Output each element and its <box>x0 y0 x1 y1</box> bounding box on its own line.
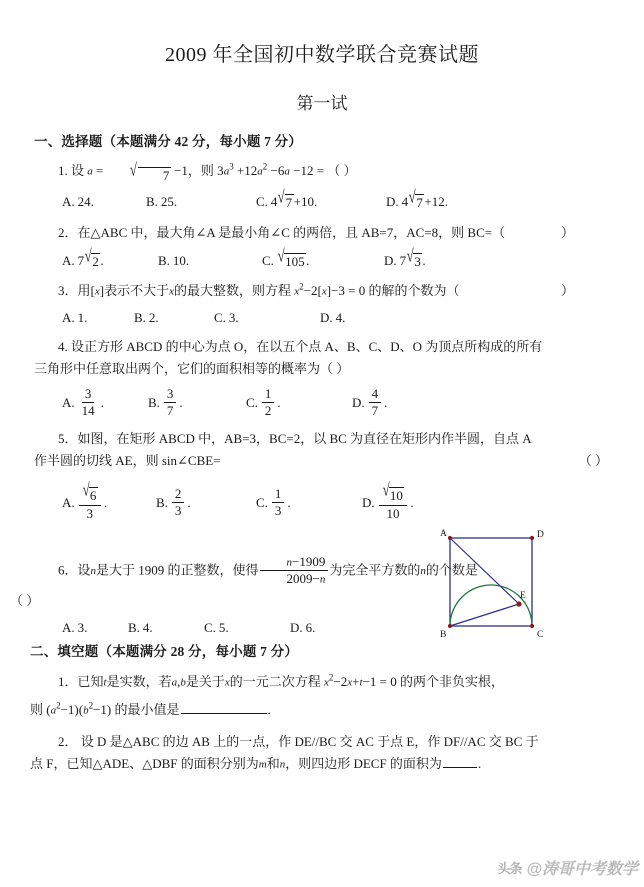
q1-option-c[interactable]: C. 4 √ 7 +10. <box>256 188 318 211</box>
f2-line2-a: 点 F，已知△ADE、△DBF 的面积分别为 <box>30 756 259 772</box>
point-b <box>448 624 452 628</box>
q6-option-d[interactable]: D. 6. <box>290 620 316 635</box>
q6-option-b[interactable]: B. 4. <box>128 620 153 635</box>
q1-var-a: a <box>87 165 93 178</box>
f1-line2-exp2: 2 <box>88 700 94 711</box>
q2-stem: 在△ABC 中，最大角∠A 是最小角∠C 的两倍，且 AB=7，AC=8，则 BC=（ <box>77 224 506 240</box>
q3-stem-b: ]表示不大于 <box>99 282 170 298</box>
fill-question-2 <box>34 732 644 752</box>
question-4 <box>34 337 644 357</box>
f2-line2-c: ，则四边形 DECF 的面积为 <box>285 756 442 772</box>
f1-var-b: b <box>180 676 186 689</box>
q3-var-x4: x <box>321 285 327 298</box>
document-page <box>0 38 644 887</box>
page-title: 2009 年全国初中数学联合竞赛试题 <box>165 44 479 66</box>
q2a-sqrt: √ 2 <box>84 247 99 269</box>
q5d-fraction: √ 10 10 <box>379 484 408 521</box>
question-5-options <box>62 481 644 522</box>
f1-stem-f: + <box>352 674 360 689</box>
page-subtitle: 第一试 <box>296 94 348 113</box>
f1-var-x2: x <box>324 676 329 689</box>
f1-var-t: t <box>103 676 107 689</box>
q4-option-b[interactable]: B. $\frac{3}{7}$ . <box>148 386 183 418</box>
point-c <box>530 624 534 628</box>
q4-option-a[interactable]: A. $\frac{3}{14}$ . <box>62 386 104 418</box>
q4-stem-line1: 设正方形 ABCD 的中心为点 O，在以五个点 A、B、C、D、O 为顶点所构成的所有 <box>71 339 543 355</box>
q3-option-d[interactable]: D. 4. <box>320 310 346 326</box>
f1-stem-b: 是实数，若 <box>106 674 172 689</box>
q2-option-b[interactable]: B. 10. <box>158 252 190 268</box>
q3-number: 3． <box>58 282 78 298</box>
q1-plus: +12 <box>236 163 258 178</box>
q1-option-a[interactable]: A. 24. <box>62 194 94 210</box>
point-a <box>448 536 452 540</box>
q1-after-rad: −1，则 3 <box>174 163 224 178</box>
question-5 <box>34 429 644 449</box>
q2-number: 2． <box>58 224 78 240</box>
line-be <box>450 604 519 626</box>
q6-var-n: n <box>90 564 97 577</box>
f2-var-m: m <box>258 758 267 771</box>
q1-stem-lead: 设 <box>71 163 85 178</box>
q1-var-a3: a <box>257 165 263 178</box>
q4c-fraction: $\frac{1}{2}$ <box>262 387 275 417</box>
f2-answer-blank[interactable] <box>443 756 477 768</box>
f1-var-x3: x <box>347 676 353 689</box>
q1-eq: = <box>96 163 104 178</box>
q3-stem-c: 的最大整数，则方程 <box>173 282 291 298</box>
q5-stem-end: （ ） <box>578 452 608 468</box>
q6-stem-c: 为完全平方数的 <box>329 562 421 578</box>
watermark-badge: 头条 <box>497 861 522 876</box>
q3-var-x1: x <box>94 285 100 298</box>
question-1 <box>34 161 644 184</box>
f1-line2-exp1: 2 <box>56 700 61 711</box>
q4b-fraction: $\frac{3}{7}$ <box>164 387 177 417</box>
f1-comma: , <box>177 674 181 689</box>
q1-sqrt-7: √ 7 <box>129 161 170 183</box>
question-5-line2 <box>34 451 644 471</box>
q6-option-c[interactable]: C. 5. <box>204 620 229 635</box>
q6-stem-d: 的个数是 <box>425 562 478 578</box>
f1-stem-e: −2 <box>333 674 348 689</box>
f2-number: 2． <box>58 734 78 750</box>
q5-stem-line1: 如图，在矩形 ABCD 中，AB=3，BC=2，以 BC 为直径在矩形内作半圆，自点 A <box>77 430 532 446</box>
q1-number: 1. <box>58 163 68 178</box>
q6-fraction: $\frac{n-1909}{2009-n}$ <box>260 555 329 586</box>
q6-stem-b: 是大于 1909 的正整数，使得 <box>96 562 259 578</box>
f1-line2-var-a: a <box>50 704 57 717</box>
q1-tail: −12 = （ ） <box>293 163 357 178</box>
watermark <box>497 856 638 879</box>
f1-stem-g: −1 = 0 的两个非负实根， <box>362 674 504 689</box>
q1-minus: −6 <box>270 163 285 178</box>
q3-var-x3: x <box>294 285 300 298</box>
fill-question-1 <box>34 672 644 692</box>
f1-var-x: x <box>224 676 230 689</box>
q3-option-a[interactable]: A. 1. <box>62 310 88 326</box>
q3-stem-d: −2[ <box>303 282 322 298</box>
f2-line2-tail: . <box>477 756 482 772</box>
f1-line2-tail: . <box>267 702 271 718</box>
q3-var-x2: x <box>169 285 174 298</box>
point-e <box>516 601 521 606</box>
point-d <box>530 536 534 540</box>
question-4-line2 <box>34 359 644 379</box>
q4-option-d[interactable]: D. $\frac{4}{7}$ . <box>352 386 388 418</box>
q6-var-n2: n <box>420 564 426 577</box>
label-d: D <box>537 530 544 540</box>
f2-stem-line1: 设 D 是△ABC 的边 AB 上的一点，作 DE//BC 交 AC 于点 E，作 DF//AC 交 BC 于 <box>80 734 539 750</box>
q6-stem-a: 设 <box>77 562 91 578</box>
q5-option-d[interactable]: D. √ 10 10 . <box>362 481 414 522</box>
question-4-options <box>62 388 644 418</box>
f1-stem-d: 的一元二次方程 <box>229 674 321 689</box>
f1-line2-a: 则 ( <box>30 702 51 718</box>
q3-exp: 2 <box>299 281 304 292</box>
f1-exp: 2 <box>328 672 334 683</box>
label-c: C <box>537 630 544 640</box>
q3-option-b[interactable]: B. 2. <box>134 310 159 326</box>
f1-line2-var-b: b <box>83 704 89 717</box>
question-3-options <box>62 310 644 326</box>
label-e: E <box>520 591 526 601</box>
f1-var-t2: t <box>359 676 363 689</box>
q3-stem-e: ]−3 = 0 的解的个数为（ <box>326 282 460 298</box>
q2-option-d[interactable]: D. 7 √ 3 . <box>384 247 426 269</box>
section-heading-fill: 二、填空题（本题满分 28 分，每小题 7 分） <box>30 644 299 659</box>
q6-number: 6． <box>58 562 78 578</box>
q6-option-a[interactable]: A. 3. <box>62 620 88 635</box>
q5c-fraction: $\frac{1}{3}$ <box>272 487 285 517</box>
q4d-fraction: $\frac{4}{7}$ <box>369 387 382 417</box>
line-ae <box>450 538 519 604</box>
f1-answer-blank[interactable] <box>181 702 267 714</box>
q5b-fraction: $\frac{2}{3}$ <box>172 487 185 517</box>
q1-option-d[interactable]: D. 4 √ 7 +12. <box>386 188 448 211</box>
q6-paren: （ ） <box>10 592 40 608</box>
q1-exp-3: 3 <box>229 161 234 172</box>
q4-stem-line2: 三角形中任意取出两个，它们的面积相等的概率为（ ） <box>34 361 350 377</box>
q5-option-c[interactable]: C. $\frac{1}{3}$ . <box>256 486 291 518</box>
f2-var-n: n <box>279 758 286 771</box>
q5-option-b[interactable]: B. $\frac{2}{3}$ . <box>156 486 191 518</box>
question-1-options <box>62 188 644 211</box>
q1c-sqrt: √ 7 <box>278 188 293 211</box>
f2-line2-b: 和 <box>266 756 280 772</box>
q4a-fraction: $\frac{3}{14}$ <box>81 386 95 418</box>
q5-option-a[interactable]: A. √ 6 3 . <box>62 481 108 522</box>
q4-option-c[interactable]: C. $\frac{1}{2}$ . <box>246 386 281 418</box>
watermark-name: @涛哥中考数学 <box>526 861 638 878</box>
f1-number: 1． <box>58 674 78 689</box>
q2-option-a[interactable]: A. 7 √ 2 . <box>62 247 104 269</box>
q3-stem-a: 用[ <box>77 282 95 298</box>
q1-var-a2: a <box>223 165 230 178</box>
q5a-fraction: √ 6 3 <box>79 484 101 521</box>
question-2-options <box>62 247 644 270</box>
fill-question-2-line2 <box>30 754 644 774</box>
q3-stem-end: ） <box>560 282 574 298</box>
fill-question-1-line2 <box>30 700 644 720</box>
q3-option-c[interactable]: C. 3. <box>214 310 239 326</box>
section-heading-choice: 一、选择题（本题满分 42 分，每小题 7 分） <box>34 134 303 149</box>
label-a: A <box>440 529 447 539</box>
q1d-sqrt: √ 7 <box>408 188 423 211</box>
q2-stem-end: ） <box>560 224 574 240</box>
f1-var-a: a <box>171 676 178 689</box>
q5d-sqrt: √ 10 <box>382 481 403 503</box>
diagram-svg <box>438 524 562 646</box>
question-3 <box>34 281 644 301</box>
f1-stem-a: 已知 <box>77 674 104 689</box>
q5a-sqrt: √ 6 <box>82 481 97 503</box>
q1-var-a4: a <box>284 165 290 178</box>
rectangle-semicircle-diagram <box>438 524 562 646</box>
f1-line2-b: −1)( <box>60 702 84 718</box>
f1-line2-c: −1) 的最小值是 <box>93 702 180 718</box>
label-b: B <box>440 630 447 640</box>
q1-option-b[interactable]: B. 25. <box>146 194 178 210</box>
q2d-sqrt: √ 3 <box>406 247 421 269</box>
question-2 <box>34 223 644 243</box>
q5-stem-line2: 作半圆的切线 AE，则 sin∠CBE= <box>34 452 221 468</box>
q2-option-c[interactable]: C. √ 105 . <box>262 247 310 269</box>
q5-number: 5． <box>58 430 78 446</box>
q2c-sqrt: √ 105 <box>277 247 305 269</box>
q1-exp-2: 2 <box>262 161 268 172</box>
f1-stem-c: 是关于 <box>185 674 225 689</box>
q4-number: 4. <box>58 339 68 355</box>
